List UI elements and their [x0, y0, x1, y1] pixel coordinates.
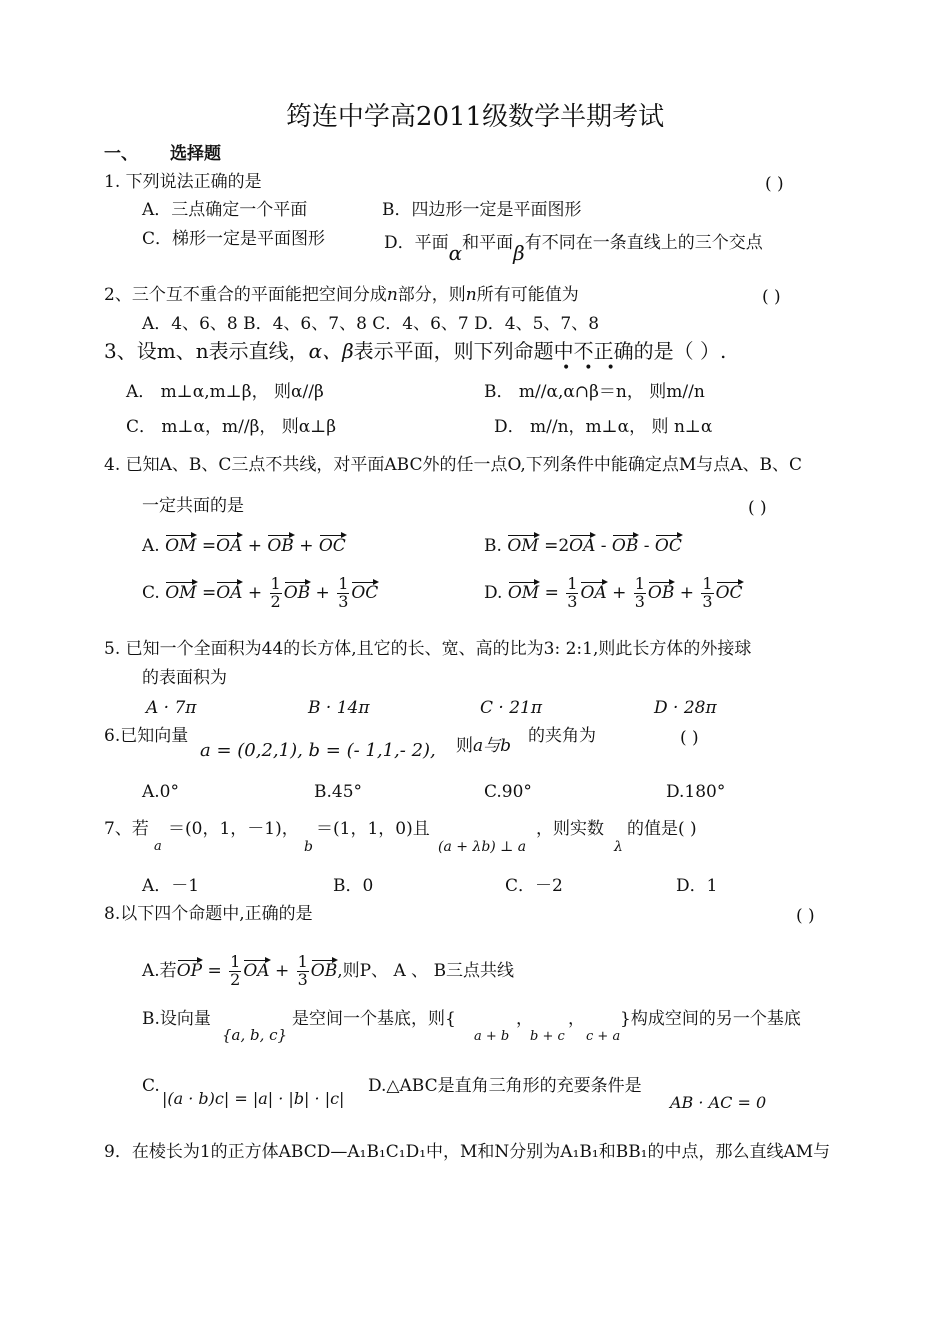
- q6-option-c: C.90°: [484, 782, 532, 802]
- vector-om: OM: [165, 536, 197, 556]
- q5-stem: 5. 已知一个全面积为44的长方体,且它的长、宽、高的比为3: 2:1,则此长方体的外接球: [104, 639, 752, 659]
- q3-stem-pre: 3、设m、n表示直线，: [104, 339, 309, 363]
- vector-ob: OB: [283, 582, 311, 603]
- q2-stem-part2: 部分，则: [397, 285, 466, 305]
- n-symbol: n: [386, 285, 398, 305]
- equals-sign: =: [544, 582, 559, 603]
- q6-vector-pair: a与b: [473, 736, 512, 756]
- q7-stem-post: 的值是( ): [627, 819, 697, 839]
- vector-ob: OB: [611, 536, 639, 556]
- q8-stem: 8.以下四个命题中,正确的是: [104, 904, 313, 924]
- q9-stem: 9．在棱长为1的正方体ABCD—A₁B₁C₁D₁中，M和N分别为A₁B₁和BB₁的中点，那么直线AM与: [104, 1142, 831, 1162]
- q8-option-b-mid: 是空间一个基底，则{: [292, 1009, 456, 1029]
- q1-option-b: B．四边形一定是平面图形: [382, 200, 582, 220]
- q3-stem-mid: 表示平面，则下列命题中: [353, 339, 574, 363]
- emphasis-dots: •••: [562, 360, 629, 376]
- q3-option-b: B． m//α,α∩β＝n， 则m//n: [484, 382, 705, 402]
- q8-option-c-label: C.: [142, 1076, 160, 1096]
- q4-option-b: [484, 538, 682, 555]
- q2-stem-part1: 2、三个互不重合的平面能把空间分成: [104, 285, 387, 305]
- section-title: 选择题: [170, 144, 221, 164]
- fraction-one-third: $\frac{1}{3}$: [702, 574, 713, 611]
- vector-ob: OB: [267, 536, 294, 556]
- vector-oa: OA: [580, 582, 607, 603]
- q1-stem: 1. 下列说法正确的是: [104, 172, 262, 192]
- vector-oc: OC: [715, 582, 743, 603]
- q2-answer-paren: ( ): [762, 287, 781, 307]
- q3-stem-emphasis: 不正确: [573, 339, 634, 363]
- q2-stem: [104, 287, 579, 304]
- plus-sign: +: [299, 536, 314, 556]
- vector-oa: OA: [569, 536, 596, 556]
- q8-option-b-post: }构成空间的另一个基底: [620, 1009, 801, 1029]
- comma: ，: [568, 1009, 585, 1029]
- vector-ob: OB: [647, 582, 675, 603]
- q8-basis-term-3: c + a: [586, 1029, 621, 1044]
- plus-sign: +: [247, 536, 262, 556]
- q3-stem-planes: α、β: [308, 339, 354, 363]
- q2-options: A．4、6、8 B．4、6、7、8 C．4、6、7 D．4、5、7、8: [142, 314, 600, 334]
- plus-sign: +: [679, 582, 694, 603]
- fraction-one-third: $\frac{1}{3}$: [297, 952, 308, 989]
- equals-sign: =: [201, 536, 217, 556]
- vector-om: OM: [507, 582, 540, 603]
- q6-stem-mid: 则a与b: [456, 736, 512, 756]
- q7-option-d: D．1: [676, 876, 718, 896]
- q7-b-value: ＝(1，1，0)且: [316, 819, 430, 839]
- q8-option-b-pre: B.设向量: [142, 1009, 211, 1029]
- q6-stem: [104, 728, 188, 745]
- q7-vector-a: a: [154, 839, 162, 854]
- q4-answer-paren: ( ): [748, 498, 767, 518]
- q5-option-b: B · 14π: [308, 698, 370, 718]
- vector-om: OM: [507, 536, 539, 556]
- q6-option-b: B.45°: [314, 782, 363, 802]
- plus-sign: +: [315, 582, 330, 603]
- q7-option-b: B．0: [333, 876, 374, 896]
- equals-sign: =: [544, 536, 559, 556]
- exam-title: 筠连中学高2011级数学半期考试: [285, 102, 665, 132]
- vector-oc: OC: [654, 536, 682, 556]
- q3-option-d: D． m//n，m⊥α， 则 n⊥α: [494, 417, 713, 437]
- q6-answer-paren: ( ): [680, 728, 699, 748]
- q4-stem-continued: 一定共面的是: [142, 496, 244, 516]
- equals-sign: =: [201, 582, 217, 603]
- q1-answer-paren: ( ): [765, 174, 784, 194]
- q8-option-c-expr: |(a · b)c| = |a| · |b| · |c|: [162, 1089, 345, 1108]
- q7-a-value: ＝(0，1，－1)，: [168, 819, 299, 839]
- vector-oc: OC: [351, 582, 379, 603]
- fraction-one-third: $\frac{1}{3}$: [634, 574, 645, 611]
- vector-oa: OA: [243, 960, 270, 981]
- fraction-one-half: $\frac{1}{2}$: [270, 574, 281, 611]
- q7-option-a: A．－1: [142, 876, 200, 896]
- option-label: A.: [142, 536, 160, 556]
- q1-option-c: C．梯形一定是平面图形: [142, 229, 326, 249]
- n-symbol: n: [465, 285, 477, 305]
- q7-stem-pre: 7、若: [104, 819, 149, 839]
- q3-stem-post: 的是（ ）.: [633, 339, 727, 363]
- q6-stem-pre: 6.已知向量: [104, 726, 189, 746]
- q5-option-c: C · 21π: [480, 698, 543, 718]
- plus-sign: +: [274, 960, 290, 981]
- vector-oa: OA: [216, 536, 243, 556]
- q2-stem-part3: 所有可能值为: [476, 285, 579, 305]
- section-number: 一、: [104, 144, 138, 164]
- q8-option-d-expr: AB · AC = 0: [670, 1093, 767, 1112]
- vector-op: OP: [176, 960, 203, 981]
- q1-option-a: A．三点确定一个平面: [142, 200, 308, 220]
- q8-basis-term-1: a + b: [474, 1029, 510, 1044]
- q7-stem-mid: ，则实数: [536, 819, 604, 839]
- q4-stem: 4. 已知A、B、C三点不共线，对平面ABC外的任一点O,下列条件中能确定点M与点A、B、C: [104, 455, 803, 475]
- q3-option-a: A． m⊥α,m⊥β， 则α//β: [126, 382, 324, 402]
- q1-option-d-mid: 和平面: [462, 233, 514, 253]
- equals-sign: =: [207, 960, 222, 981]
- comma: ，: [516, 1009, 533, 1029]
- q6-stem-post: 的夹角为: [528, 726, 596, 746]
- lambda-symbol: λ: [614, 839, 623, 855]
- q3-option-c: C． m⊥α，m//β， 则α⊥β: [126, 417, 337, 437]
- alpha-symbol: α: [448, 241, 463, 265]
- fraction-one-third: $\frac{1}{3}$: [567, 574, 578, 611]
- q4-option-c: [142, 576, 378, 611]
- fraction-one-third: $\frac{1}{3}$: [338, 574, 349, 611]
- q6-option-a: A.0°: [142, 782, 179, 802]
- q8-answer-paren: ( ): [796, 906, 815, 926]
- plus-sign: +: [612, 582, 627, 603]
- q1-option-d-pre: D．平面: [384, 233, 449, 253]
- q8-option-a: [142, 954, 514, 989]
- minus-sign: -: [600, 536, 607, 556]
- q1-option-d: [384, 231, 763, 265]
- q7-option-c: C．－2: [505, 876, 563, 896]
- q5-stem-continued: 的表面积为: [142, 668, 227, 688]
- q5-option-d: D · 28π: [654, 698, 717, 718]
- option-label: B.: [484, 536, 502, 556]
- q4-option-d: [484, 576, 743, 611]
- q4-option-a: [142, 538, 346, 555]
- beta-symbol: β: [513, 241, 525, 265]
- q7-vector-b: b: [304, 839, 313, 855]
- q8-option-a-post: ,则P、 A 、 B三点共线: [337, 960, 515, 981]
- q5-option-a: A · 7π: [146, 698, 197, 718]
- vector-ob: OB: [310, 960, 338, 981]
- option-label: D.: [484, 582, 503, 603]
- vector-oc: OC: [318, 536, 346, 556]
- fraction-one-half: $\frac{1}{2}$: [230, 952, 241, 989]
- q6-vectors: a = (0,2,1), b = (- 1,1,- 2),: [200, 740, 436, 761]
- vector-om: OM: [165, 582, 197, 603]
- plus-sign: +: [247, 582, 263, 603]
- coefficient: 2: [558, 536, 570, 556]
- q8-option-a-pre: A.若: [142, 960, 177, 981]
- q7-condition: (a + λb) ⊥ a: [438, 839, 527, 855]
- q8-basis-set: {a, b, c}: [222, 1026, 288, 1044]
- vector-oa: OA: [216, 582, 243, 603]
- q8-option-d: D.△ABC是直角三角形的充要条件是: [368, 1076, 642, 1096]
- q3-stem: [104, 341, 726, 361]
- q1-option-d-post: 有不同在一条直线上的三个交点: [524, 233, 763, 253]
- q6-option-d: D.180°: [666, 782, 726, 802]
- q8-basis-term-2: b + c: [530, 1029, 565, 1044]
- minus-sign: -: [643, 536, 650, 556]
- option-label: C.: [142, 582, 160, 603]
